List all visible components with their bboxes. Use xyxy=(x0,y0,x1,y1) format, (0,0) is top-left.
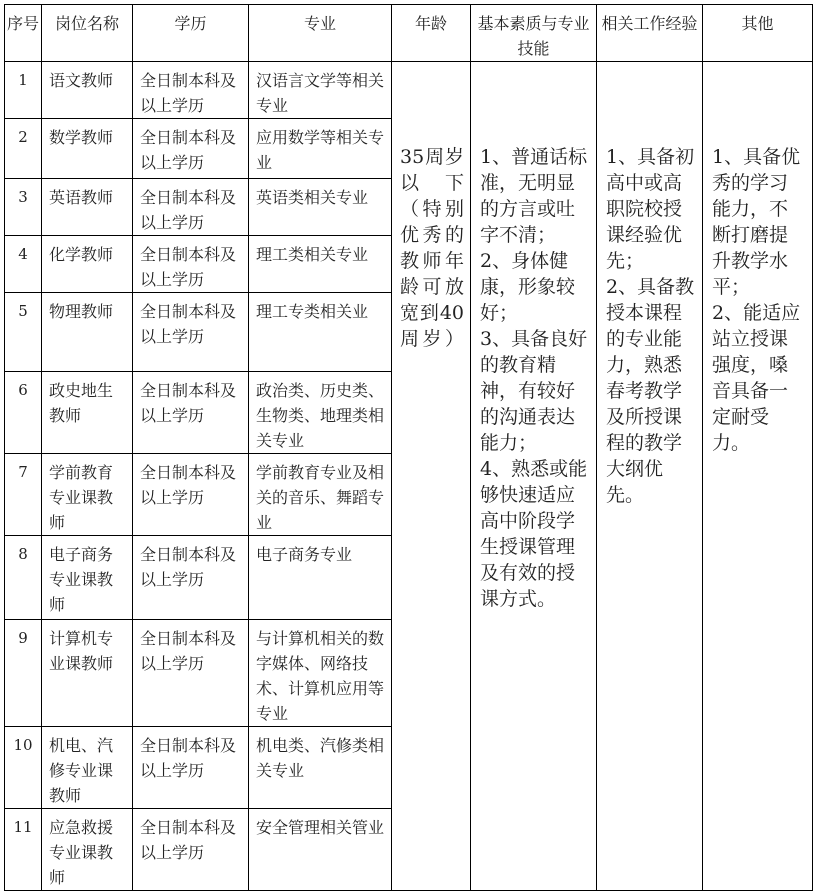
major-requirement: 学前教育专业及相关的音乐、舞蹈专业 xyxy=(249,454,392,536)
position-name: 学前教育专业课教师 xyxy=(42,454,133,536)
major-requirement: 应用数学等相关专业 xyxy=(249,119,392,179)
major-requirement: 政治类、历史类、生物类、地理类相关专业 xyxy=(249,372,392,454)
major-requirement: 机电类、汽修类相关专业 xyxy=(249,727,392,809)
header-position: 岗位名称 xyxy=(42,5,133,62)
position-name: 化学教师 xyxy=(42,236,133,293)
row-number: 6 xyxy=(5,372,42,454)
row-number: 8 xyxy=(5,536,42,620)
position-name: 语文教师 xyxy=(42,62,133,119)
header-age: 年龄 xyxy=(392,5,471,62)
major-requirement: 汉语言文学等相关专业 xyxy=(249,62,392,119)
education-requirement: 全日制本科及以上学历 xyxy=(133,372,249,454)
header-education: 学历 xyxy=(133,5,249,62)
row-number: 7 xyxy=(5,454,42,536)
position-name: 物理教师 xyxy=(42,293,133,372)
header-row xyxy=(5,5,813,62)
education-requirement: 全日制本科及以上学历 xyxy=(133,454,249,536)
header-experience: 相关工作经验 xyxy=(597,5,703,62)
major-requirement: 电子商务专业 xyxy=(249,536,392,620)
position-name: 数学教师 xyxy=(42,119,133,179)
experience-requirement: 1、具备初高中或高职院校授课经验优先； 2、具备教授本课程的专业能力，熟悉春考教学及所授课程的教学大纲优先。 xyxy=(597,62,703,891)
position-name: 机电、汽修专业课教师 xyxy=(42,727,133,809)
education-requirement: 全日制本科及以上学历 xyxy=(133,179,249,236)
position-name: 应急救援专业课教师 xyxy=(42,809,133,891)
position-name: 电子商务专业课教师 xyxy=(42,536,133,620)
education-requirement: 全日制本科及以上学历 xyxy=(133,62,249,119)
education-requirement: 全日制本科及以上学历 xyxy=(133,809,249,891)
other-requirement: 1、具备优秀的学习能力，不断打磨提升教学水平； 2、能适应站立授课强度，嗓音具备一定耐受力。 xyxy=(703,62,813,891)
position-name: 政史地生教师 xyxy=(42,372,133,454)
table-row xyxy=(5,62,813,119)
major-requirement: 安全管理相关管业 xyxy=(249,809,392,891)
position-name: 英语教师 xyxy=(42,179,133,236)
row-number: 11 xyxy=(5,809,42,891)
row-number: 10 xyxy=(5,727,42,809)
major-requirement: 英语类相关专业 xyxy=(249,179,392,236)
age-requirement: 35周岁以下（特别优秀的教师年龄可放宽到40周岁） xyxy=(392,62,471,891)
row-number: 1 xyxy=(5,62,42,119)
education-requirement: 全日制本科及以上学历 xyxy=(133,293,249,372)
major-requirement: 理工专类相关业 xyxy=(249,293,392,372)
header-major: 专业 xyxy=(249,5,392,62)
header-skills: 基本素质与专业技能 xyxy=(471,5,597,62)
education-requirement: 全日制本科及以上学历 xyxy=(133,536,249,620)
education-requirement: 全日制本科及以上学历 xyxy=(133,620,249,727)
header-no: 序号 xyxy=(5,5,42,62)
major-requirement: 理工类相关专业 xyxy=(249,236,392,293)
major-requirement: 与计算机相关的数字媒体、网络技术、计算机应用等专业 xyxy=(249,620,392,727)
row-number: 5 xyxy=(5,293,42,372)
row-number: 3 xyxy=(5,179,42,236)
row-number: 9 xyxy=(5,620,42,727)
education-requirement: 全日制本科及以上学历 xyxy=(133,727,249,809)
header-other: 其他 xyxy=(703,5,813,62)
skills-requirement: 1、普通话标准，无明显的方言或吐字不清； 2、身体健康，形象较好； 3、具备良好的教育精神，有较好的沟通表达能力； 4、熟悉或能够快速适应高中阶段学生授课管理及有效的授课方式。 xyxy=(471,62,597,891)
job-requirements-table xyxy=(4,4,813,891)
row-number: 4 xyxy=(5,236,42,293)
position-name: 计算机专业课教师 xyxy=(42,620,133,727)
education-requirement: 全日制本科及以上学历 xyxy=(133,236,249,293)
education-requirement: 全日制本科及以上学历 xyxy=(133,119,249,179)
row-number: 2 xyxy=(5,119,42,179)
